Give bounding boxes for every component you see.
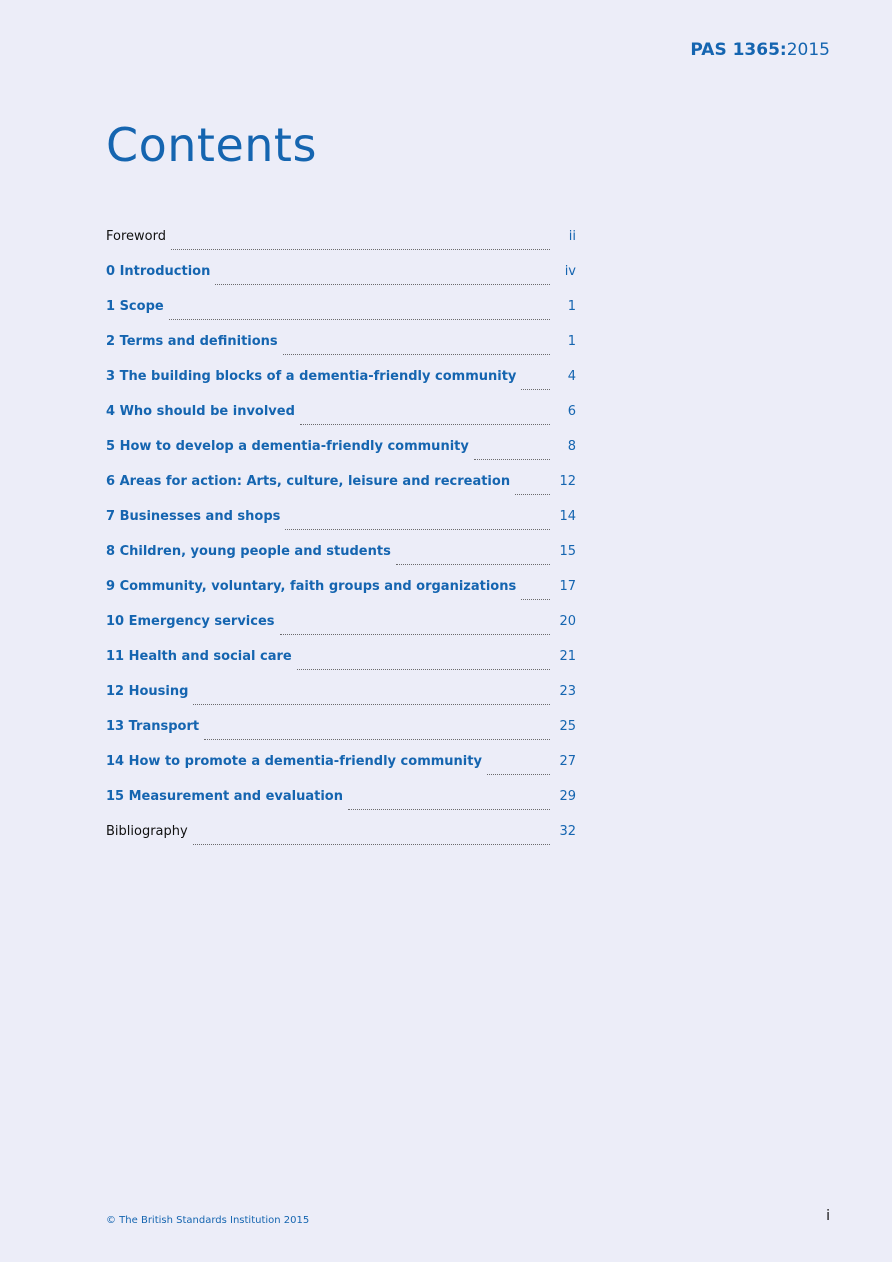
dot-leader: [348, 808, 550, 810]
toc-entry-page: ii: [568, 229, 576, 244]
dot-leader: [297, 668, 550, 670]
dot-leader: [171, 248, 550, 250]
toc-entry[interactable]: [106, 229, 576, 264]
toc-entry-label: Foreword: [106, 229, 166, 244]
dot-leader: [193, 703, 550, 705]
toc-entry[interactable]: [106, 369, 576, 404]
toc-entry-label: 2 Terms and definitions: [106, 334, 278, 349]
dot-leader: [285, 528, 550, 530]
toc-entry-label: 13 Transport: [106, 719, 200, 734]
toc-entry-page: 32: [559, 824, 576, 839]
toc-entry-label: 6 Areas for action: Arts, culture, leisure and recreation: [106, 474, 511, 489]
toc-entry-page: 12: [559, 474, 576, 489]
copyright-notice: © The British Standards Institution 2015: [106, 1215, 310, 1226]
toc-entry-page: 8: [567, 439, 576, 454]
page-title: Contents: [106, 118, 317, 172]
toc-entry[interactable]: [106, 824, 576, 859]
dot-leader: [169, 318, 550, 320]
toc-entry-page: 17: [559, 579, 576, 594]
dot-leader: [521, 598, 550, 600]
dot-leader: [474, 458, 550, 460]
toc-entry-label: Bibliography: [106, 824, 188, 839]
toc-entry-page: 29: [559, 789, 576, 804]
toc-entry[interactable]: [106, 684, 576, 719]
toc-entry-label: 1 Scope: [106, 299, 164, 314]
toc-entry[interactable]: [106, 719, 576, 754]
dot-leader: [515, 493, 550, 495]
toc-entry-page: 6: [567, 404, 576, 419]
document-code-number: PAS 1365:: [690, 40, 787, 60]
dot-leader: [521, 388, 550, 390]
toc-entry-label: 15 Measurement and evaluation: [106, 789, 343, 804]
toc-entry-page: 15: [559, 544, 576, 559]
toc-entry-label: 0 Introduction: [106, 264, 211, 279]
toc-entry-page: 1: [567, 334, 576, 349]
toc-entry[interactable]: [106, 579, 576, 614]
toc-entry[interactable]: [106, 264, 576, 299]
toc-entry[interactable]: [106, 789, 576, 824]
toc-entry-label: 7 Businesses and shops: [106, 509, 281, 524]
toc-entry[interactable]: [106, 754, 576, 789]
toc-entry-page: 23: [559, 684, 576, 699]
toc-entry-label: 14 How to promote a dementia-friendly community: [106, 754, 482, 769]
toc-entry-page: 21: [559, 649, 576, 664]
toc-entry-page: 27: [559, 754, 576, 769]
toc-entry-label: 10 Emergency services: [106, 614, 275, 629]
toc-entry-label: 3 The building blocks of a dementia-friendly community: [106, 369, 517, 384]
toc-entry-page: 25: [559, 719, 576, 734]
toc-entry[interactable]: [106, 439, 576, 474]
dot-leader: [487, 773, 550, 775]
toc-entry[interactable]: [106, 404, 576, 439]
toc-entry[interactable]: [106, 649, 576, 684]
toc-entry-label: 4 Who should be involved: [106, 404, 295, 419]
page-number: i: [826, 1208, 830, 1224]
toc-entry[interactable]: [106, 509, 576, 544]
toc-entry-page: 4: [567, 369, 576, 384]
toc-entry[interactable]: [106, 334, 576, 369]
document-code-year: 2015: [786, 40, 830, 60]
toc-entry-page: 14: [559, 509, 576, 524]
toc-entry-page: 1: [567, 299, 576, 314]
toc-entry[interactable]: [106, 544, 576, 579]
dot-leader: [193, 843, 550, 845]
document-code: [690, 40, 830, 60]
toc-entry-label: 8 Children, young people and students: [106, 544, 391, 559]
dot-leader: [283, 353, 550, 355]
toc-entry-page: 20: [559, 614, 576, 629]
dot-leader: [300, 423, 550, 425]
toc-entry-label: 11 Health and social care: [106, 649, 292, 664]
table-of-contents: [106, 229, 576, 859]
dot-leader: [396, 563, 550, 565]
toc-entry-label: 9 Community, voluntary, faith groups and organizations: [106, 579, 517, 594]
dot-leader: [204, 738, 550, 740]
dot-leader: [280, 633, 550, 635]
toc-entry-label: 5 How to develop a dementia-friendly community: [106, 439, 469, 454]
toc-entry-page: iv: [564, 264, 576, 279]
toc-entry[interactable]: [106, 299, 576, 334]
toc-entry-label: 12 Housing: [106, 684, 189, 699]
toc-entry[interactable]: [106, 614, 576, 649]
dot-leader: [215, 283, 550, 285]
toc-entry[interactable]: [106, 474, 576, 509]
